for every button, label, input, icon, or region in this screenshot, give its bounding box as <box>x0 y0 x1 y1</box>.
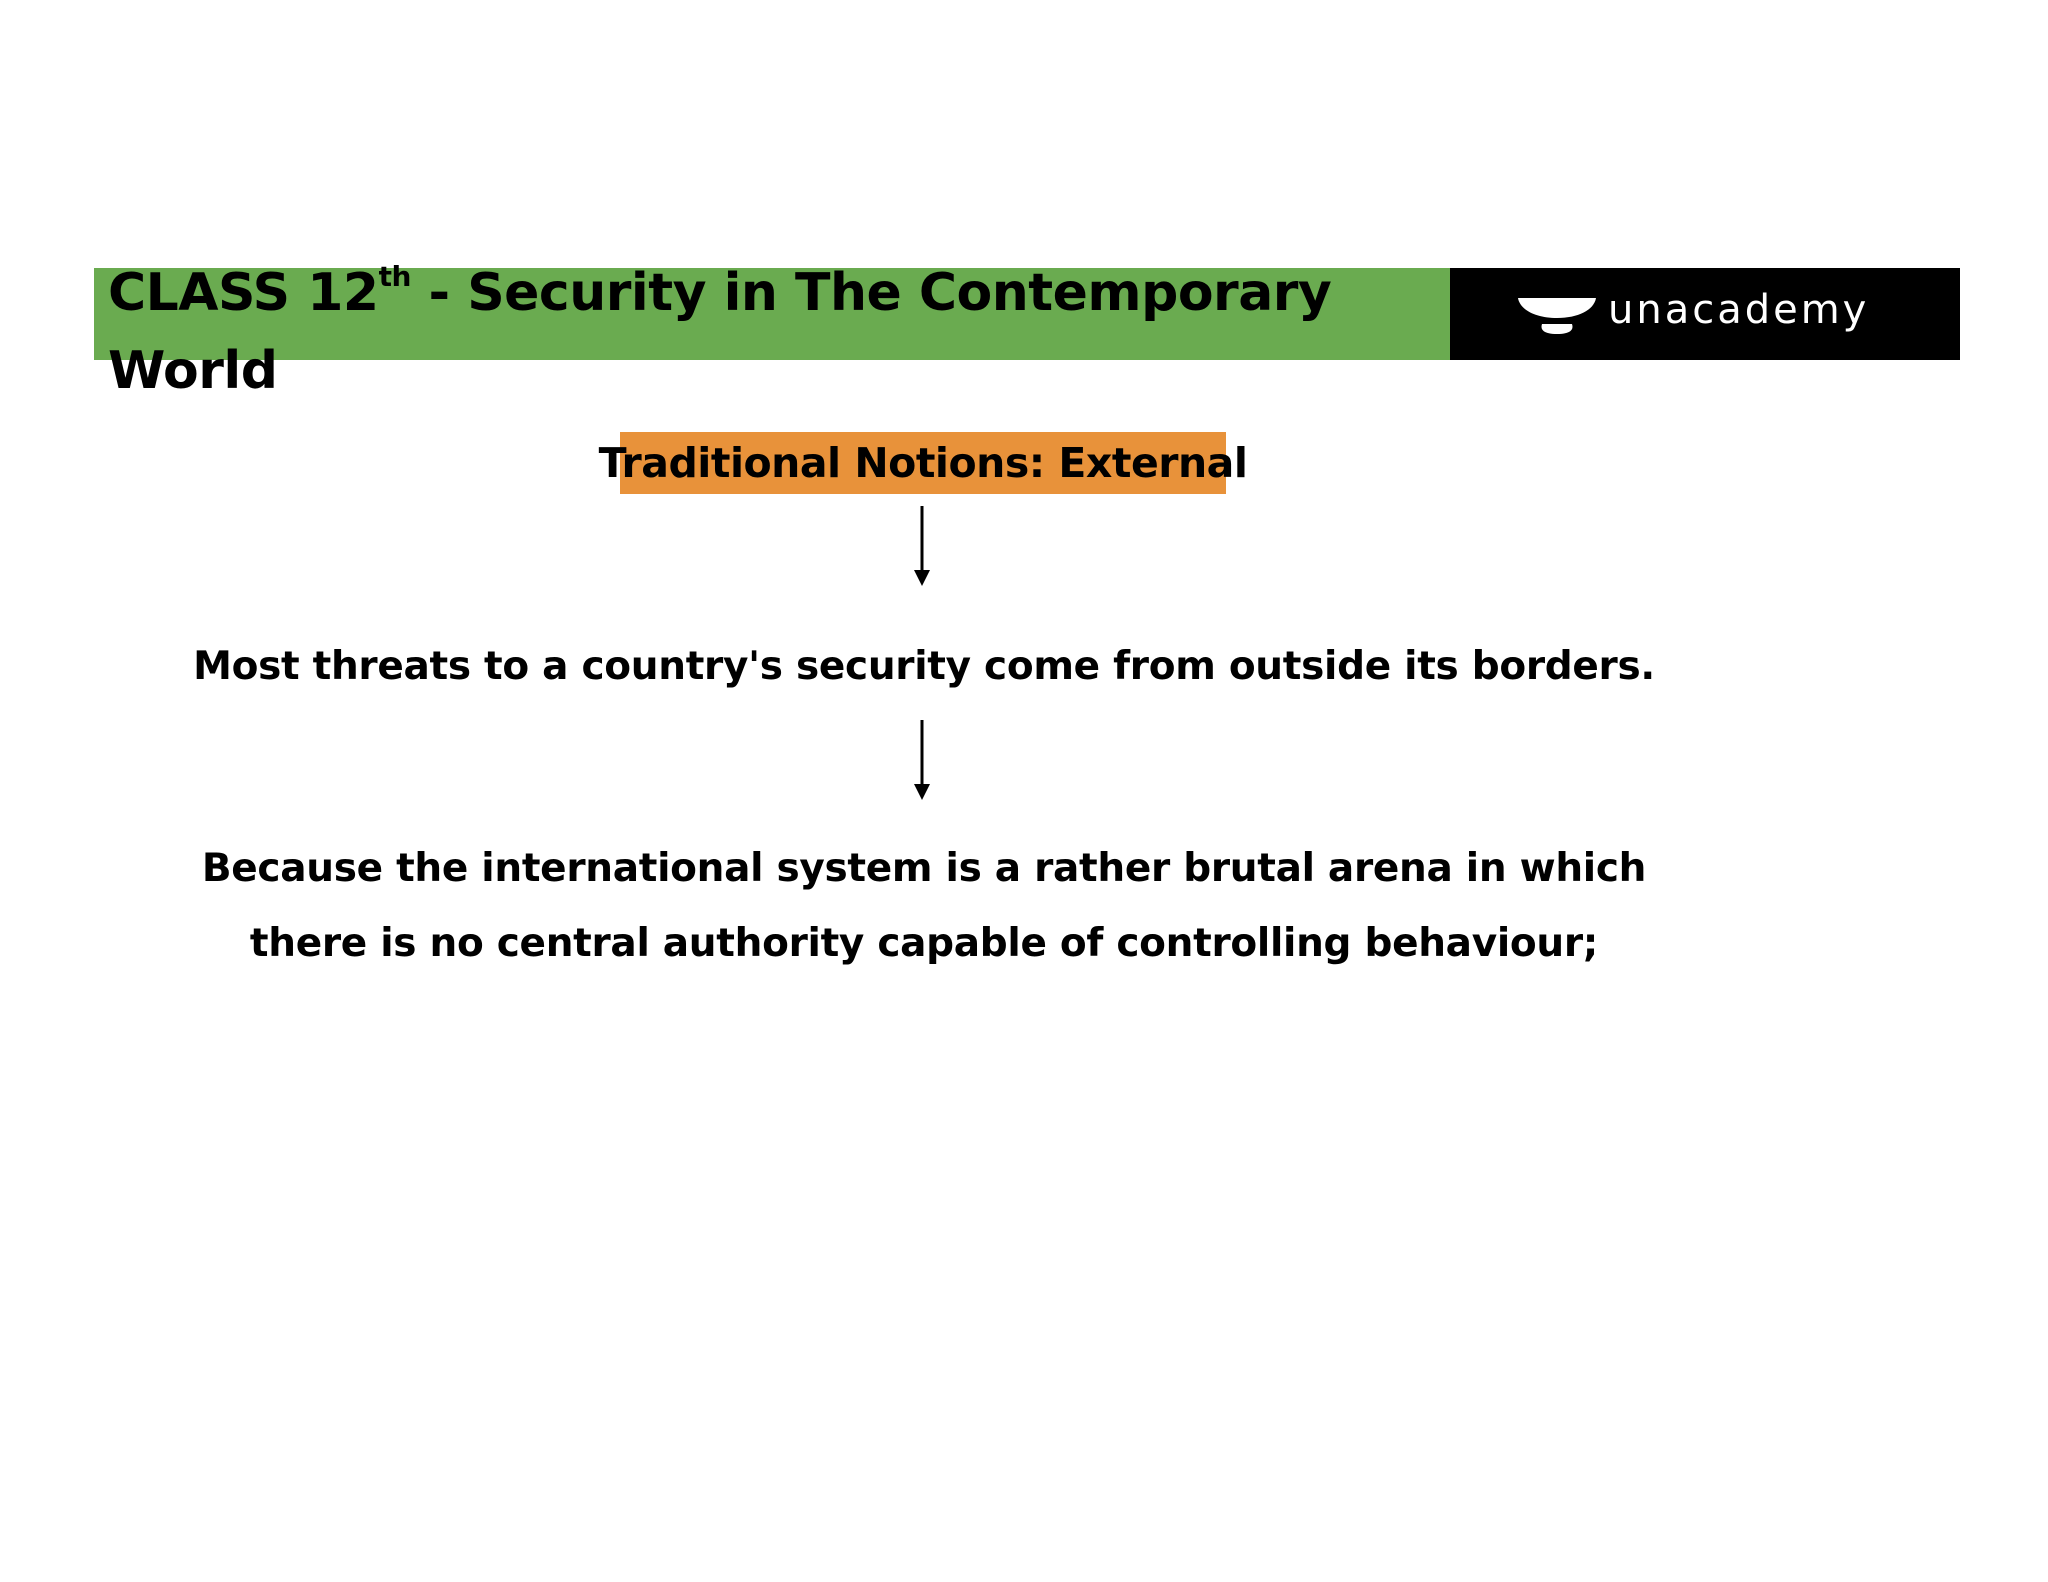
title-superscript: th <box>378 259 411 293</box>
reason-line-1: Because the international system is a rather brutal arena in which <box>201 846 1647 891</box>
title-line-2: World <box>108 341 278 401</box>
heading-text: Traditional Notions: External <box>598 439 1248 487</box>
logo-wordmark: unacademy <box>1608 287 1870 333</box>
statement-text: Most threats to a country's security come from outside its borders. <box>193 644 1655 689</box>
section-heading <box>598 432 1248 494</box>
title-topic: - Security in The Contemporary <box>410 263 1332 323</box>
unacademy-logo-icon <box>1516 296 1598 336</box>
title-class: CLASS 12 <box>108 263 379 323</box>
page-title <box>108 250 1332 414</box>
reason-line-2: there is no central authority capable of controlling behaviour; <box>249 921 1599 966</box>
down-arrow-icon <box>912 506 932 586</box>
down-arrow-icon <box>912 720 932 800</box>
brand-logo <box>1450 268 1960 360</box>
